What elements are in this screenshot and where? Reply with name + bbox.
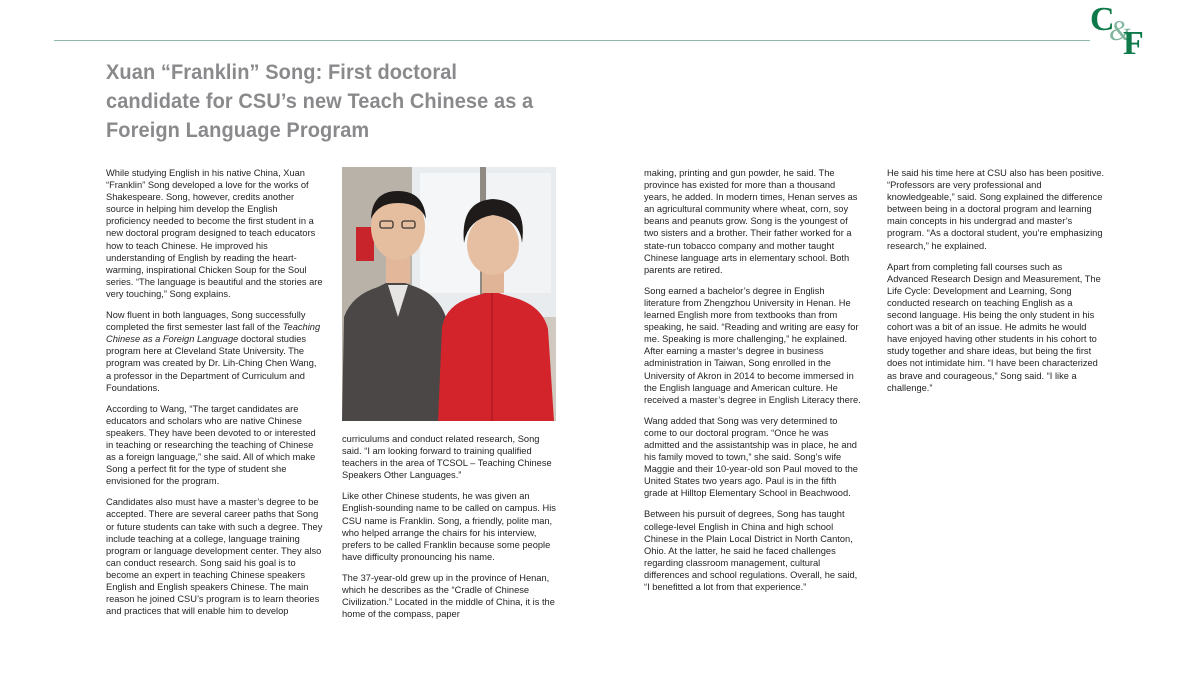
photo-illustration: [342, 167, 556, 421]
paragraph: Now fluent in both languages, Song successfully completed the first semester last fall of the Teaching Chinese as a Foreign Language doctoral studies program here at Cleveland State University. The program was created by Dr. Lih-Ching Chen Wang, a professor in the Department of Curriculum and Foundations.: [106, 310, 321, 393]
paragraph: He said his time here at CSU also has been positive. “Professors are very professional and knowledgeable,” said. Song explained the difference between being in a doctoral program and learning main concepts in his undergrad and master’s program. “As a doctoral student, you’re emphasizing research,” he explained.: [887, 168, 1105, 251]
cf-logo: [1089, 0, 1149, 58]
paragraph: Like other Chinese students, he was given an English-sounding name to be called on campus. His CSU name is Franklin. Song, a friendly, polite man, who helped arrange the chairs for his interview, prefers to be called Franklin because some people have difficulty pronouncing his name.: [342, 491, 556, 562]
article-column-2: [342, 433, 560, 620]
paragraph: curriculums and conduct related research, Song said. “I am looking forward to training qualified teachers in the area of TCSOL – Teaching Chinese Speakers Other Languages.”: [342, 434, 552, 481]
svg-text:F: F: [1123, 25, 1144, 58]
paragraph: According to Wang, “The target candidates are educators and scholars who are native Chinese speakers. They have been devoted to or interested in teaching or researching the teaching of Chinese as a foreign language,” she said. All of which make Song a perfect fit for the type of student she envisioned for the program.: [106, 403, 316, 487]
paragraph: making, printing and gun powder, he said. The province has existed for more than a thousand years, he added. In modern times, Henan serves as an agricultural community where wheat, corn, soy beans and peanuts grow. Song is the youngest of two sisters and a brother. Their father worked for a state-run tobacco company and mother taught Chinese language arts in elementary school. Both parents are retired.: [644, 168, 858, 275]
svg-text:C: C: [1090, 1, 1115, 38]
paragraph: Wang added that Song was very determined to come to our doctoral program. “Once he was admitted and the assistantship was in place, he and his family moved to town,” she said. Song’s wife Maggie and their 10-year-old son Paul moved to the United States two years ago. Paul is in the fifth grade at Hilltop Elementary School in Beachwood.: [644, 415, 858, 499]
article-column-4: [887, 167, 1105, 394]
paragraph: Candidates also must have a master’s degree to be accepted. There are several career paths that Song or future students can take with such a degree. They include teaching at a college, language training program or language development center. They also can conduct research. Song said his goal is to become an expert in teaching Chinese speakers English and English speakers Chinese. The main reason he joined CSU’s program is to learn theories and practices that will enable him to develop: [106, 497, 323, 617]
article-column-1: [106, 167, 324, 617]
paragraph: Between his pursuit of degrees, Song has taught college-level English in China and high school Chinese in the Plain Local District in North Canton, Ohio. At the latter, he said he faced challenges regarding classroom management, cultural differences and school regulations. Overall, he said, “I benefitted a lot from that experience.”: [644, 509, 858, 592]
portrait-photo: [342, 167, 556, 421]
paragraph: Apart from completing fall courses such as Advanced Research Design and Measurement, The Life Cycle: Development and Learning, Song conducted research on teaching English as a second language. His being the only student in his cohort was a bit of an issue. He admits he would have enjoyed having other students in his cohort to study together and share ideas, but being the first does not intimidate him. “I have been characterized as brave and courageous,” Song said. “I like a challenge.”: [887, 261, 1101, 393]
paragraph: The 37-year-old grew up in the province of Henan, which he describes as the “Cradle of Chinese Civilization.” Located in the middle of China, it is the home of the compass, paper: [342, 572, 555, 620]
paragraph: While studying English in his native China, Xuan “Franklin” Song developed a love for the works of Shakespeare. Song, however, credits another source in helping him develop the English proficiency needed to become the first student in a new doctoral program designed to teach educators how to teach Chinese. He improved his understanding of English by reading the heart-warming, inspirational Chicken Soup for the Soul series. “The language is beautiful and the stories are very touching,” Song explains.: [106, 168, 323, 299]
paragraph: Song earned a bachelor’s degree in English literature from Zhengzhou University in Henan. He learned English more from textbooks than from speaking, he said. “Reading and writing are easy for me. Speaking is more challenging,” he explained. After earning a master’s degree in business administration in Taiwan, Song enrolled in the University of Akron in 2014 to become immersed in the English language and American culture. He received a master’s degree in English Literacy there.: [644, 285, 861, 405]
program-name: Teaching Chinese as a Foreign Language: [106, 322, 321, 345]
svg-text:&: &: [1109, 16, 1131, 47]
article-title: Xuan “Franklin” Song: First doctoral candidate for CSU’s new Teach Chinese as a Foreign Language Program: [106, 60, 534, 142]
header-rule: [54, 40, 1090, 41]
article-column-3: [644, 167, 862, 593]
